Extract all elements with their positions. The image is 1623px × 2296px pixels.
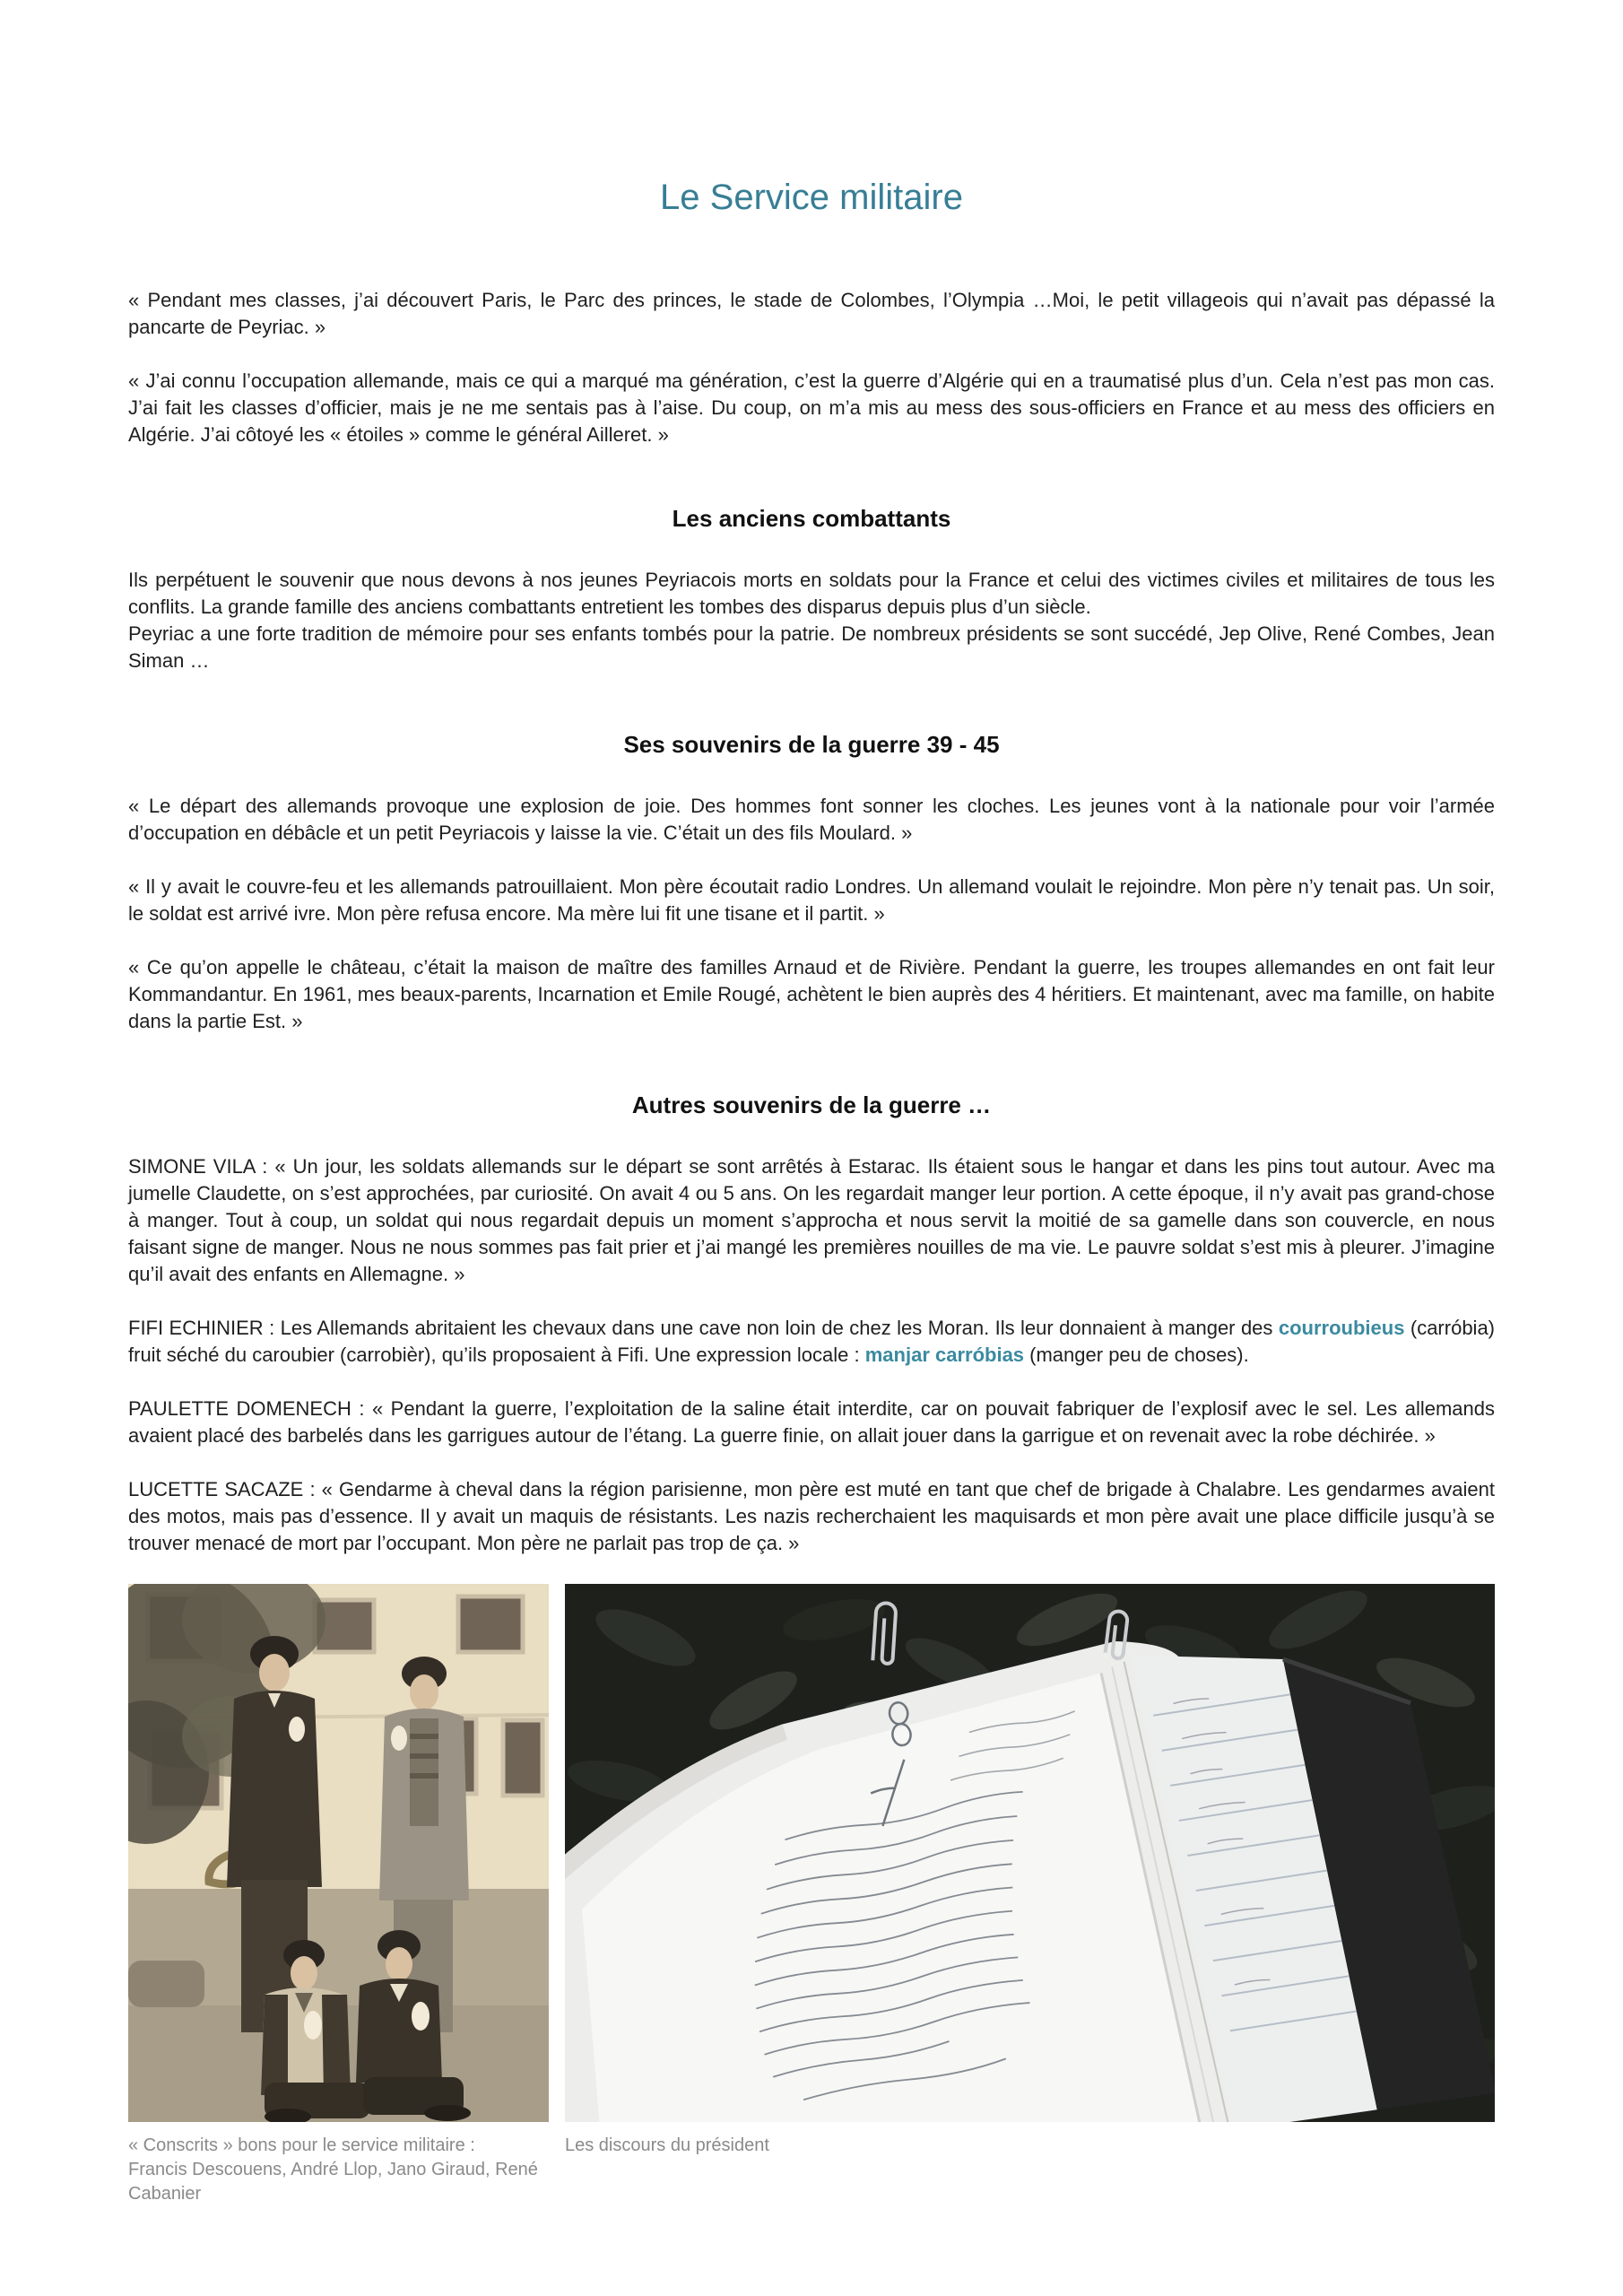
anciens-combattants-line-1: Ils perpétuent le souvenir que nous devons à nos jeunes Peyriacois morts en soldats pour la France et celui des victimes civiles et militaires de tous les conflits. La grande famille des anciens combattants entretient les tombes des disparus depuis plus d’un siècle. — [128, 569, 1495, 618]
anciens-combattants-paragraph — [128, 567, 1495, 674]
section-heading-souvenirs-39-45: Ses souvenirs de la guerre 39 - 45 — [623, 731, 1000, 758]
conscripts-photo-caption — [128, 2134, 549, 2206]
lucette-sacaze-paragraph: LUCETTE SACAZE : « Gendarme à cheval dans la région parisienne, mon père est muté en tant que chef de brigade à Chalabre. Les gendarmes avaient des motos, mais pas d’essence. Il y avait un maquis de résistants. Les nazis recherchaient les maquisards et mon père avait une place difficile jusqu’à se trouver menacé de mort par l’occupant. Mon père ne parlait pas trop de ça. » — [128, 1478, 1495, 1554]
paulette-domenech-paragraph: PAULETTE DOMENECH : « Pendant la guerre, l’exploitation de la saline était interdite, car on pouvait fabriquer de l’explosif avec le sel. Les allemands avaient placé des barbelés dans les garrigues autour de l’étang. La guerre finie, on allait jouer dans la garrigue et on revenait avec la robe déchirée. » — [128, 1397, 1495, 1447]
souvenirs-paragraph-3: « Ce qu’on appelle le château, c’était la maison de maître des familles Arnaud et de Rivière. Pendant la guerre, les troupes allemandes en ont fait leur Kommandantur. En 1961, mes beaux-parents, Incarnation et Emile Rougé, achètent le bien auprès des 4 héritiers. Et maintenant, avec ma famille, on habite dans la partie Est. » — [128, 956, 1495, 1032]
occitan-term-courroubieus: courroubieus — [1278, 1317, 1405, 1339]
simone-vila-paragraph: SIMONE VILA : « Un jour, les soldats allemands sur le départ se sont arrêtés à Estarac. Ils étaient sous le hangar et dans les pins tout autour. Avec ma jumelle Claudette, on s’est approchées, par curiosité. On avait 4 ou 5 ans. On les regardait manger leur portion. A cette époque, il n’y avait pas grand-chose à manger. Tout à coup, un soldat qui nous regardait depuis un moment s’approcha et nous servit la moitié de sa gamelle dans son couvercle, en nous faisant signe de manger. Nous ne nous sommes pas fait prier et j’ai mangé les premières nouilles de ma vie. Le pauvre soldat s’est mis à pleurer. J’imagine qu’il avait des enfants en Allemagne. » — [128, 1155, 1495, 1285]
page-title: Le Service militaire — [660, 178, 963, 217]
souvenirs-paragraph-2: « Il y avait le couvre-feu et les allemands patrouillaient. Mon père écoutait radio Londres. Un allemand voulait le rejoindre. Mon père n’y tenait pas. Un soir, le soldat est arrivé ivre. Mon père refusa encore. Ma mère lui fit une tisane et il partit. » — [128, 875, 1495, 925]
occitan-term-manjar-carrobias: manjar carróbias — [864, 1344, 1025, 1366]
conscripts-photo-illustration — [128, 1584, 549, 2122]
intro-paragraph-2: « J’ai connu l’occupation allemande, mais ce qui a marqué ma génération, c’est la guerre d’Algérie qui en a traumatisé plus d’un. Cela n’est pas mon cas. J’ai fait les classes d’officier, mais je ne me sentais pas à l’aise. Du coup, on m’a mis au mess des sous-officiers en France et au mess des officiers en Algérie. J’ai côtoyé les « étoiles » comme le général Ailleret. » — [128, 370, 1495, 446]
souvenirs-paragraph-1: « Le départ des allemands provoque une explosion de joie. Des hommes font sonner les cloches. Les jeunes vont à la nationale pour voir l’armée d’occupation en débâcle et un petit Peyriacois y laisse la vie. C’était un des fils Moulard. » — [128, 795, 1495, 844]
section-heading-anciens-combattants: Les anciens combattants — [672, 505, 951, 532]
caption-row — [128, 2134, 1495, 2206]
anciens-combattants-line-2: Peyriac a une forte tradition de mémoire pour ses enfants tombés pour la patrie. De nombreux présidents se sont succédé, Jep Olive, René Combes, Jean Siman … — [128, 622, 1495, 672]
conscripts-caption-line-2: Francis Descouens, André Llop, Jano Giraud, René Cabanier — [128, 2160, 538, 2204]
conscripts-caption-line-1: « Conscrits » bons pour le service militaire : — [128, 2135, 475, 2155]
fifi-text-2: (carróbia) fruit séché du caroubier (carrobièr), qu’ils proposaient à Fifi. Une expression locale : — [128, 1317, 1496, 1366]
president-speeches-photo-caption: Les discours du président — [565, 2135, 769, 2155]
conscripts-photo — [128, 1584, 549, 2122]
fifi-text-3: (manger peu de choses). — [1024, 1344, 1249, 1366]
fifi-text-1: FIFI ECHINIER : Les Allemands abritaient les chevaux dans une cave non loin de chez les Moran. Ils leur donnaient à manger des — [128, 1317, 1279, 1339]
president-speeches-photo-illustration — [565, 1584, 1495, 2122]
president-speeches-photo — [565, 1584, 1495, 2122]
photo-row — [128, 1584, 1495, 2122]
fifi-echinier-paragraph — [128, 1315, 1495, 1369]
section-heading-autres-souvenirs: Autres souvenirs de la guerre … — [631, 1091, 992, 1118]
intro-paragraph-1: « Pendant mes classes, j’ai découvert Paris, le Parc des princes, le stade de Colombes, l’Olympia …Moi, le petit villageois qui n’avait pas dépassé la pancarte de Peyriac. » — [128, 289, 1495, 338]
